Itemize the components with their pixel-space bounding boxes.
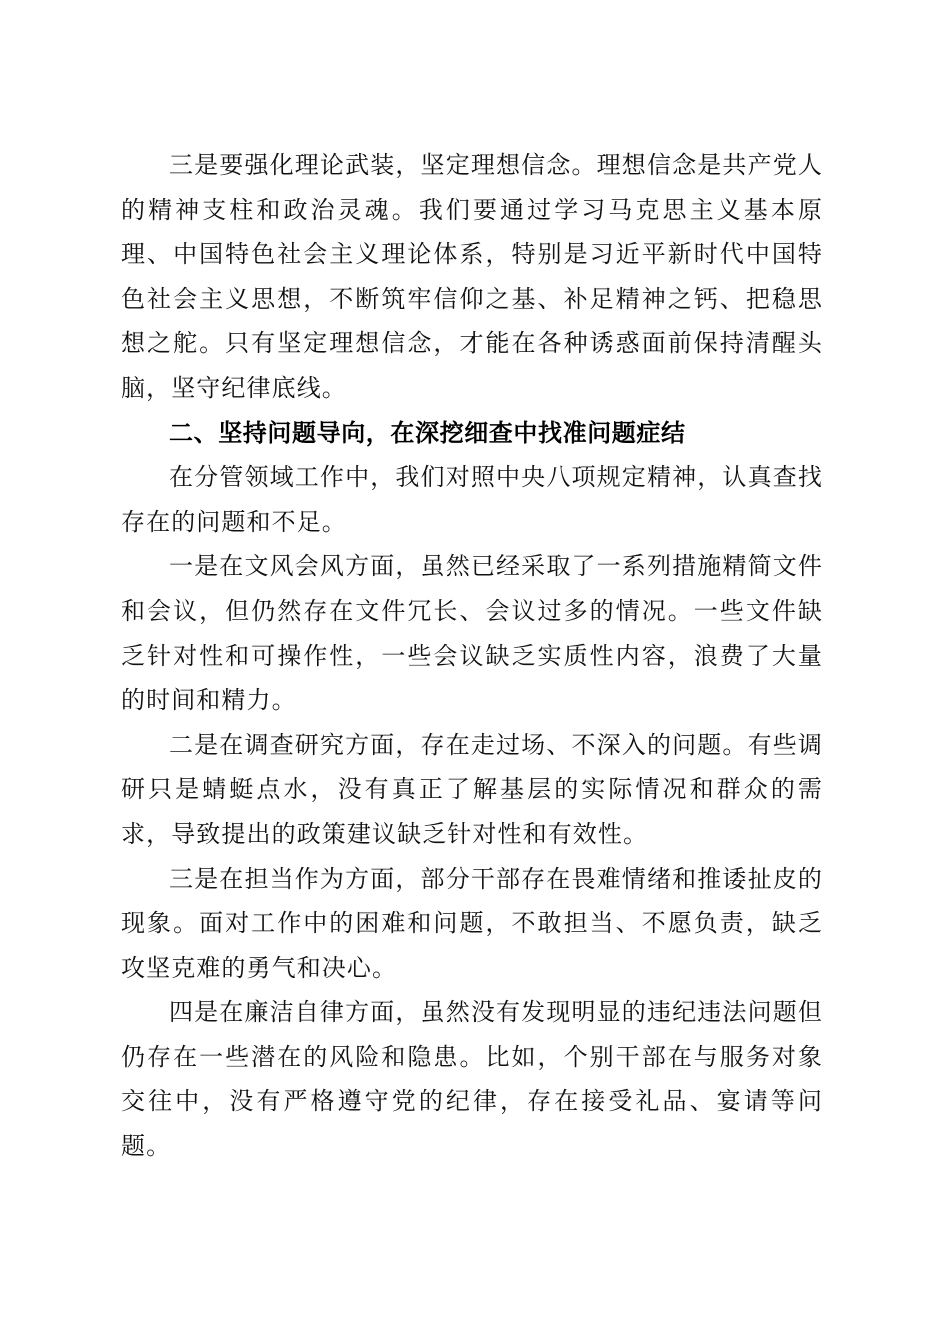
- paragraph-responsibility: 三是在担当作为方面，部分干部存在畏难情绪和推诿扯皮的现象。面对工作中的困难和问题，不敢担当、不愿负责，缺乏攻坚克难的勇气和决心。: [121, 864, 823, 982]
- document-body: [121, 143, 823, 1169]
- paragraph-writing-meeting-style: 一是在文风会风方面，虽然已经采取了一系列措施精简文件和会议，但仍然存在文件冗长、会议过多的情况。一些文件缺乏针对性和可操作性，一些会议缺乏实质性内容，浪费了大量的时间和精力。: [121, 552, 823, 715]
- paragraph-investigation-research: 二是在调查研究方面，存在走过场、不深入的问题。有些调研只是蜻蜓点水，没有真正了解基层的实际情况和群众的需求，导致提出的政策建议缺乏针对性和有效性。: [121, 730, 823, 848]
- section-heading-problem-oriented: 二、坚持问题导向，在深挖细查中找准问题症结: [169, 418, 686, 447]
- paragraph-self-check-intro: 在分管领域工作中，我们对照中央八项规定精神，认真查找存在的问题和不足。: [121, 463, 823, 536]
- paragraph-ideals-belief: 三是要强化理论武装，坚定理想信念。理想信念是共产党人的精神支柱和政治灵魂。我们要通过学习马克思主义基本原理、中国特色社会主义理论体系，特别是习近平新时代中国特色社会主义思想，不断筑牢信仰之基、补足精神之钙、把稳思想之舵。只有坚定理想信念，才能在各种诱惑面前保持清醒头脑，坚守纪律底线。: [121, 151, 823, 402]
- paragraph-integrity-discipline: 四是在廉洁自律方面，虽然没有发现明显的违纪违法问题但仍存在一些潜在的风险和隐患。比如，个别干部在与服务对象交往中，没有严格遵守党的纪律，存在接受礼品、宴请等问题。: [121, 998, 823, 1161]
